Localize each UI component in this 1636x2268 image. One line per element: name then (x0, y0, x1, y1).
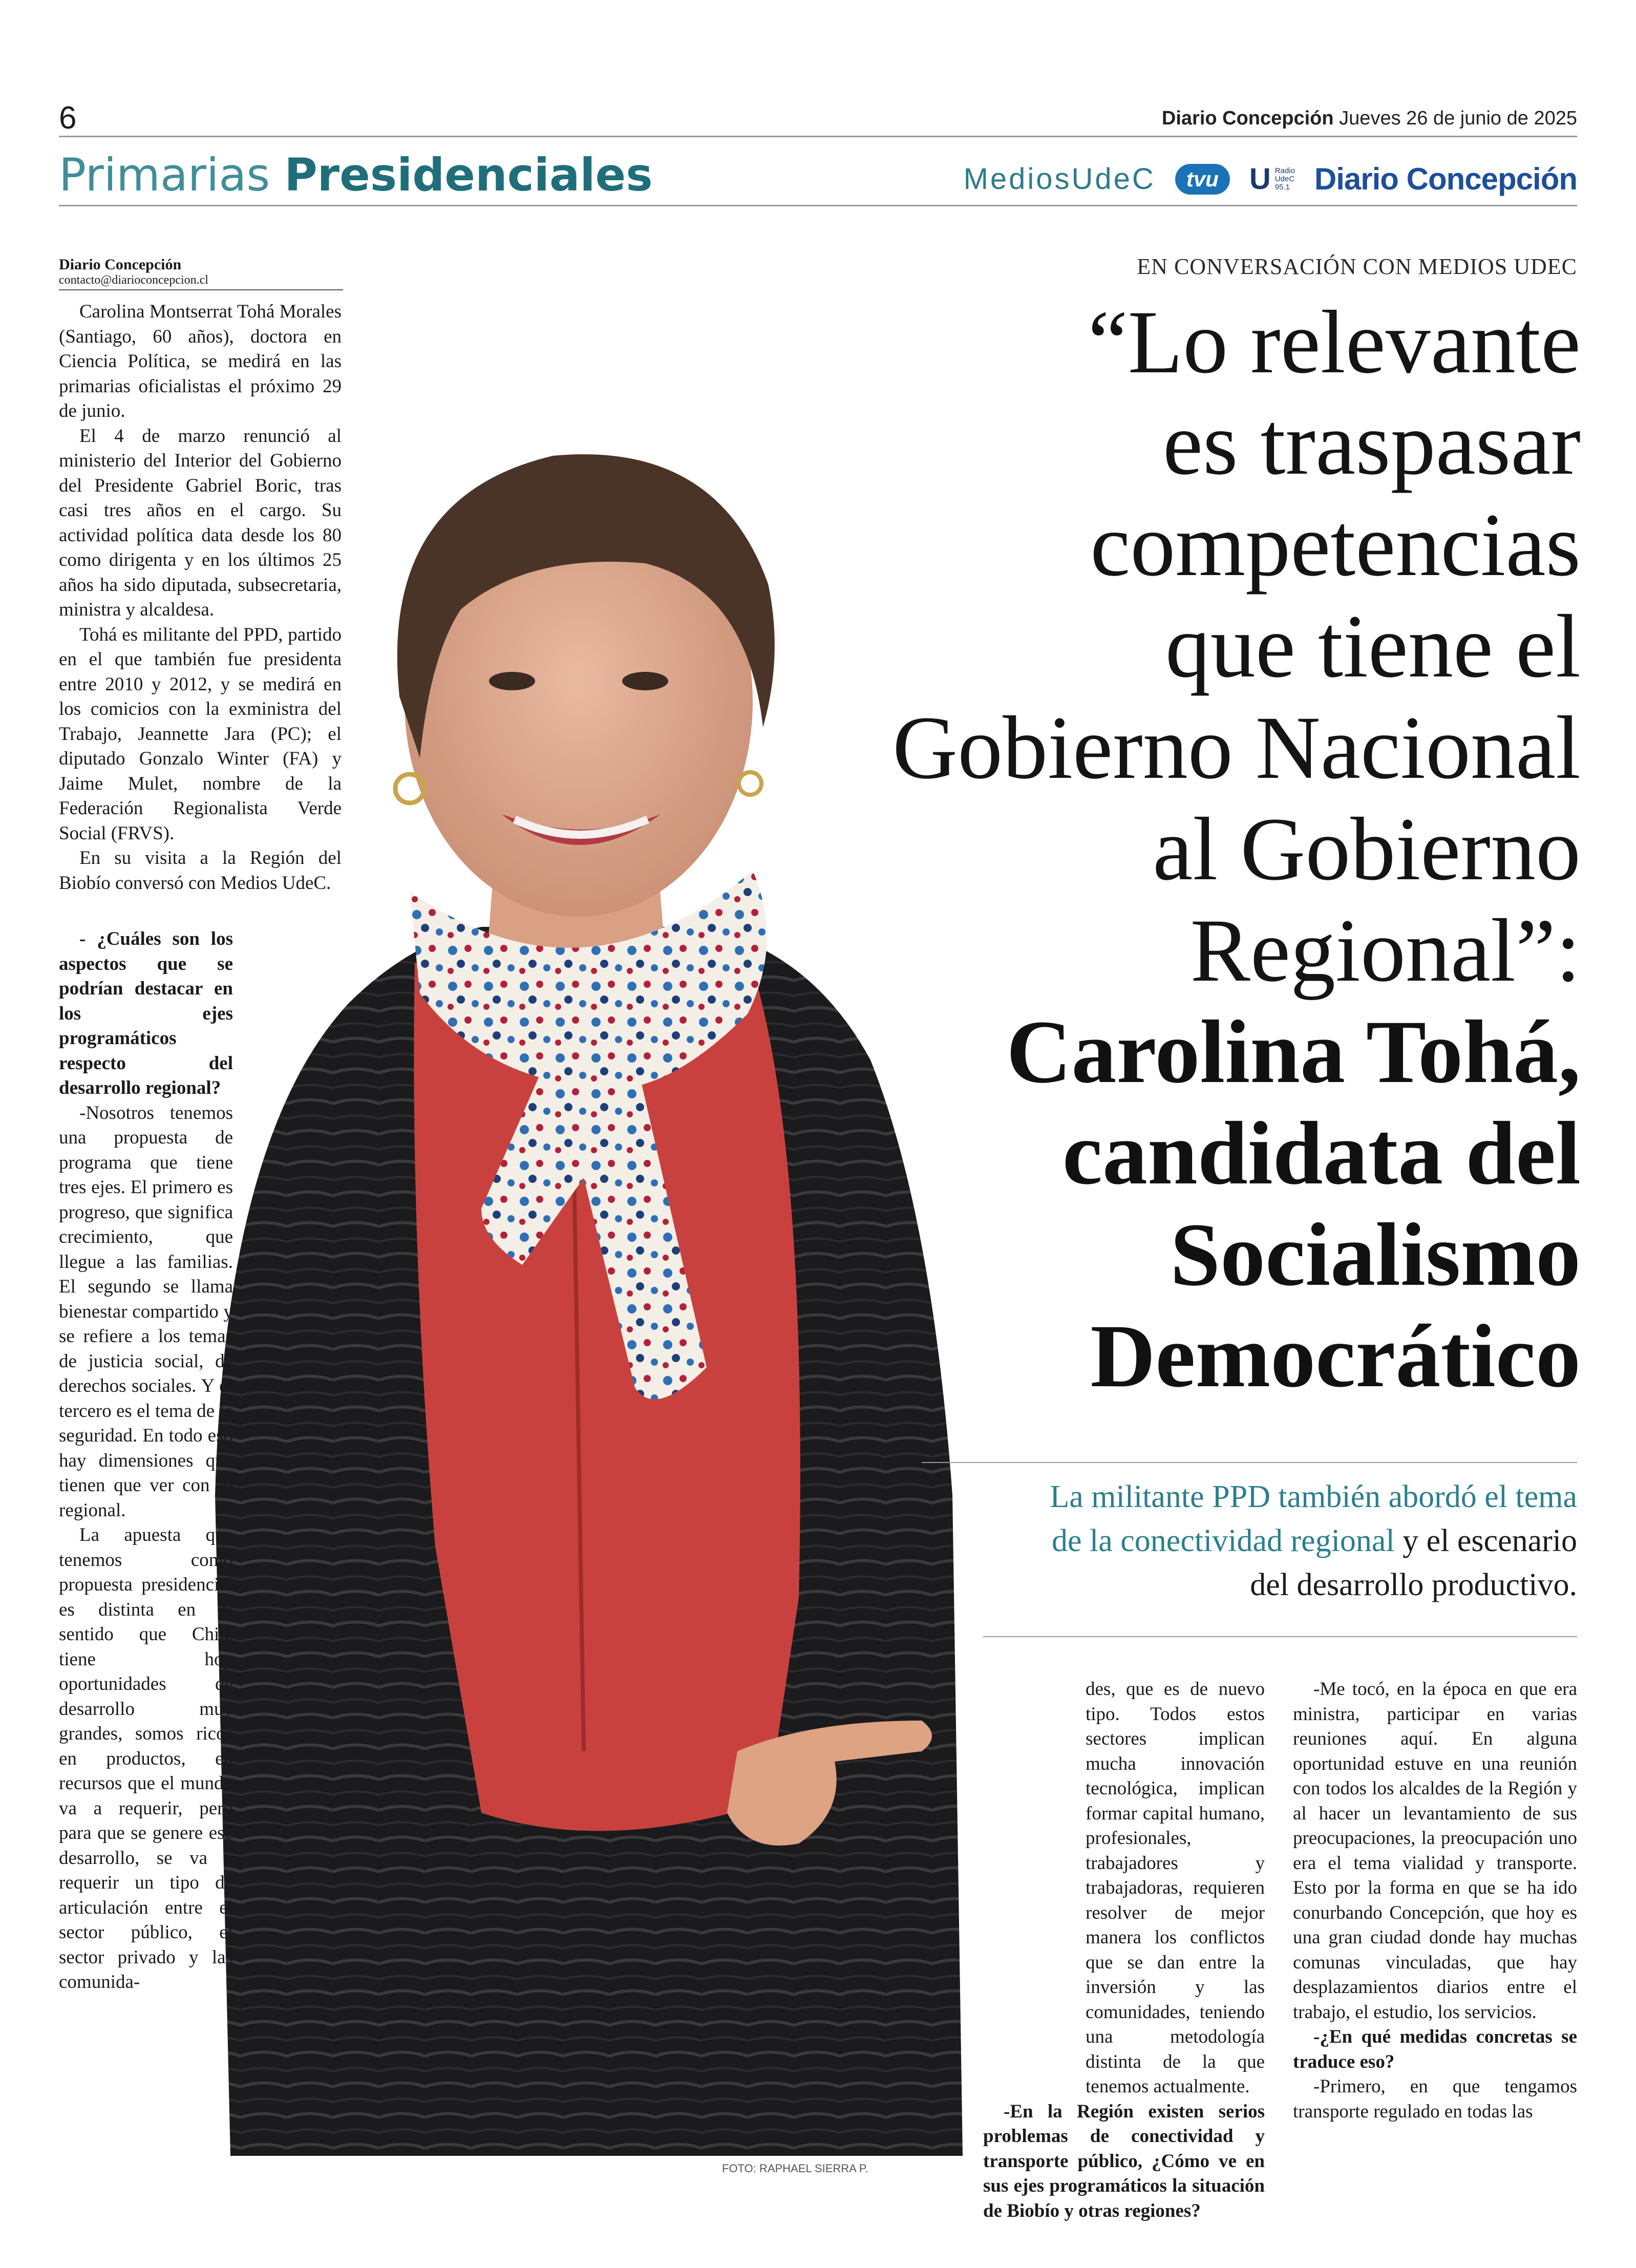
radio-text-2: UdeC (1274, 174, 1295, 183)
intro-paragraph: Carolina Montserrat Tohá Morales (Santiago, 60 años), doctora en Ciencia Política, se medirá en las primarias oficialistas el próximo 29 de junio. (59, 301, 342, 421)
subhead-bottom-rule (983, 1636, 1577, 1637)
byline-email: contacto@diarioconcepcion.cl (59, 273, 208, 287)
question-2: -En la Región existen serios problemas de conectividad y transporte público, ¿Cómo ve en sus ejes programáticos la situación de Biobío y otras regiones? (983, 2101, 1265, 2221)
answer-3: -Primero, en que tengamos transporte regulado en todas las (1293, 2076, 1577, 2122)
issue-date: Jueves 26 de junio de 2025 (1339, 108, 1577, 129)
headline-quote (710, 292, 1581, 1002)
medios-udec-logo: MediosUdeC (963, 162, 1156, 196)
newspaper-name: Diario Concepción (1161, 108, 1334, 129)
radio-udec-logo (1249, 162, 1295, 196)
answer-2: -Me tocó, en la época en que era ministra, participar en varias reuniones aquí. En alguna oportunidad estuve en una reunión con todos los alcaldes de la Región y al hacer un levantamiento de sus preocupaciones, la preocupación uno era el tema vialidad y transporte. Esto por la forma en que se ha ido conurbando Concepción, que hoy es una gran ciudad donde hay muchas comunas vinculadas, que hay desplazamientos diarios entre el trabajo, el estudio, los servicios. (1293, 1679, 1577, 2023)
section-title (59, 149, 653, 201)
diario-concepcion-logo: Diario Concepción (1314, 162, 1577, 196)
subhead-text: y el escenario (1394, 1523, 1577, 1558)
headline (710, 292, 1581, 1407)
section-title-bold: Presidenciales (284, 149, 653, 201)
radio-text-3: 95.1 (1274, 182, 1290, 192)
section-title-light: Primarias (59, 149, 270, 201)
subhead-text: del desarrollo productivo. (1250, 1567, 1577, 1602)
tvu-logo: tvu (1175, 164, 1230, 195)
headline-line: al Gobierno (1153, 799, 1581, 899)
subhead (917, 1475, 1577, 1607)
answer-1-paragraph: -Nosotros tenemos una propuesta de programa que tiene tres ejes. El primero es progreso, que significa crecimiento, que llegue a las familias. El segundo se llama bienestar compartido y se refiere a los temas de justicia social, de derechos sociales. Y el tercero es el tema de la seguridad. En todo eso hay dimensiones que tienen que ver con lo regional. (59, 1102, 233, 1521)
headline-line: Carolina Tohá, (1006, 1002, 1581, 1102)
question-3: -¿En qué medidas concretas se traduce eso? (1293, 2026, 1577, 2072)
subhead-highlight: de la conectividad regional (1052, 1523, 1395, 1558)
intro-paragraph: Tohá es militante del PPD, partido en el que también fue presidenta entre 2010 y 2012, y se medirá en los comicios con la exministra del Trabajo, Jeannette Jara (PC); el diputado Gonzalo Winter (FA) y Jaime Mulet, nombre de la Federación Regionalista Verde Social (FRVS). (59, 624, 342, 844)
qa-column-left (59, 927, 233, 1995)
subhead-highlight: La militante PPD también abordó el tema (1050, 1479, 1577, 1514)
headline-line: que tiene el (1165, 597, 1581, 696)
headline-line: Democrático (1090, 1306, 1581, 1406)
page-number: 6 (59, 100, 77, 136)
headline-line: Regional”: (1190, 901, 1581, 1001)
answer-1-paragraph: La apuesta que tenemos como propuesta presidencial es distinta en el sentido que Chile tiene hoy oportunidades de desarrollo muy grandes, somos ricos en productos, en recursos que el mundo va a requerir, pero para que se genere ese desarrollo, se va a requerir un tipo de articulación entre el sector público, el sector privado y las comunida- (59, 1524, 233, 1993)
photo-credit: FOTO: RAPHAEL SIERRA P. (722, 2162, 868, 2175)
body-column-right (1293, 1677, 1577, 2124)
body-column-middle (983, 1677, 1265, 2223)
byline-rule (59, 289, 343, 290)
radio-udec-text (1275, 167, 1295, 192)
headline-line: Gobierno Nacional (893, 698, 1581, 798)
partner-logos (964, 161, 1577, 197)
headline-line: es traspasar (1162, 394, 1581, 494)
headline-line: Socialismo (1170, 1205, 1581, 1305)
header-bottom-rule (59, 205, 1577, 206)
body-paragraph: des, que es de nuevo tipo. Todos estos sectores implican mucha innovación tecnológica, implican formar capital humano, profesionales, trabajadores y trabajadoras, requieren resolver de mejor manera los conflictos que se dan entre la inversión y las comunidades, teniendo una metodología distinta de la que tenemos actualmente. (1086, 1679, 1265, 2097)
headline-line: “Lo relevante (1088, 292, 1581, 392)
header-date-line (1162, 108, 1577, 130)
subhead-top-rule (922, 1462, 1577, 1463)
intro-paragraph: En su visita a la Región del Biobío conversó con Medios UdeC. (59, 847, 342, 894)
headline-name (710, 1002, 1581, 1407)
question-1: - ¿Cuáles son los aspectos que se podrían destacar en los ejes programáticos respecto del desarrollo regional? (59, 928, 233, 1098)
kicker: EN CONVERSACIÓN CON MEDIOS UDEC (1137, 254, 1577, 279)
header-top-rule (59, 136, 1577, 137)
headline-line: candidata del (1062, 1104, 1581, 1203)
radio-udec-mark: U (1249, 162, 1271, 196)
headline-line: competencias (1090, 495, 1581, 595)
radio-text-1: Radio (1274, 166, 1295, 175)
byline-name: Diario Concepción (59, 256, 182, 273)
intro-paragraph: El 4 de marzo renunció al ministerio del Interior del Gobierno del Presidente Gabriel Boric, tras casi tres años en el cargo. Su actividad política data desde los 80 como dirigenta y en los últimos 25 años ha sido diputada, subsecretaria, ministra y alcaldesa. (59, 425, 342, 620)
byline (59, 256, 343, 287)
intro-column (59, 300, 342, 896)
